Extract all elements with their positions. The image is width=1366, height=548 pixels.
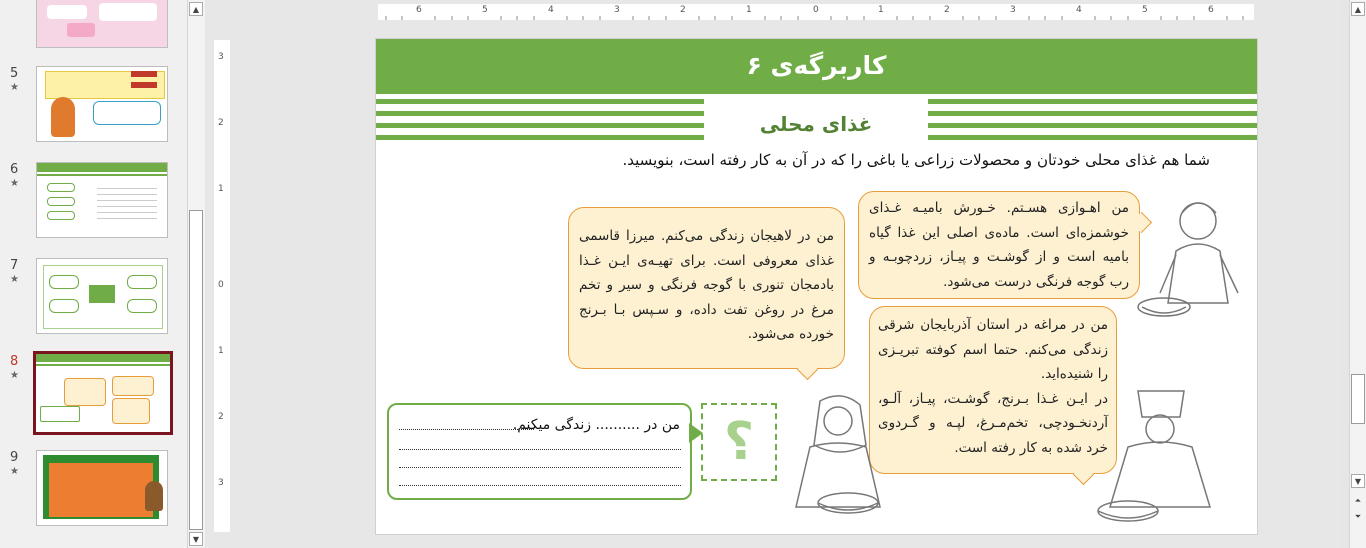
question-box[interactable] <box>701 403 777 481</box>
slide-canvas[interactable] <box>375 38 1258 535</box>
decor-stripe <box>376 123 704 128</box>
thumbnail-row-9 <box>0 450 190 530</box>
scroll-up-arrow-icon[interactable]: ▲ <box>189 2 203 16</box>
ruler-label: 6 <box>416 5 422 15</box>
slide-number: 7 <box>10 258 19 273</box>
bubble-text: من اهـوازی هسـتم. خـورش بامیـه غـذای خوشمزه‌ای است. ماده‌ی اصلی این غذا گیاه بامیه است و از گوشـت و پیـاز، زردچوبـه و رب گوجه فرنگی درست می‌شود. <box>869 200 1129 290</box>
slide-subtitle[interactable]: غذای محلی <box>759 112 873 136</box>
ruler-label: 1 <box>218 346 224 356</box>
decor-stripe <box>928 99 1257 104</box>
slide-number: 6 <box>10 162 19 177</box>
slide-scroll-thumb[interactable] <box>1351 374 1365 424</box>
ruler-label: 5 <box>482 5 488 15</box>
man-in-hat-illustration <box>1088 383 1238 533</box>
answer-blank-line[interactable] <box>399 449 681 450</box>
decor-stripe <box>928 135 1257 140</box>
ruler-label: 6 <box>1208 5 1214 15</box>
slide-number: 9 <box>10 450 19 465</box>
bubble-text: من در مراغه در استان آذربایجان شرقی زندگی می‌کنم. حتما اسم کوفته تبریـزی را شنیده‌اید. <box>878 317 1108 383</box>
decor-stripe <box>376 135 704 140</box>
bubble-text: در ایـن غـذا بـرنج، گوشـت، پیـاز، آلـو، آردنخـودچی، تخم‌مـرغ، لپـه و گـردوی خرد شده به کار رفته است. <box>878 390 1108 456</box>
slide-thumbnail-6[interactable] <box>36 162 168 238</box>
scroll-up-arrow-icon[interactable]: ▲ <box>1351 2 1365 16</box>
thumbnail-scrollbar[interactable] <box>187 0 205 548</box>
slide-number: 5 <box>10 66 19 81</box>
slide-thumbnail-5[interactable] <box>36 66 168 142</box>
ruler-label: 1 <box>218 184 224 194</box>
decor-stripe <box>376 111 704 116</box>
speech-bubble-lahijan[interactable] <box>568 207 845 369</box>
decor-stripe <box>376 99 704 104</box>
ruler-label: 4 <box>548 5 554 15</box>
slide-thumbnail-4[interactable] <box>36 0 168 48</box>
thumbnail-row-5 <box>0 66 190 146</box>
instruction-text[interactable]: شما هم غذای محلی خودتان و محصولات زراعی یا باغی را که در آن به کار رفته است، بنویسید. <box>622 151 1210 169</box>
answer-box-pointer <box>689 423 703 443</box>
next-slide-icon[interactable]: ⏷ <box>1354 512 1362 521</box>
girl-with-dish-illustration <box>780 391 910 531</box>
slide-title[interactable]: کاربرگه‌ی ۶ <box>376 39 1257 94</box>
slide-thumbnail-7[interactable] <box>36 258 168 334</box>
thumbnail-row-6 <box>0 162 190 242</box>
thumbnail-row-7 <box>0 258 190 338</box>
slide-thumbnail-pane <box>0 0 205 548</box>
ruler-label: 3 <box>614 5 620 15</box>
speech-bubble-ahvaz[interactable] <box>858 191 1140 299</box>
ruler-label: 2 <box>218 412 224 422</box>
animation-star-icon: ★ <box>10 274 19 285</box>
slide-thumbnail-9[interactable] <box>36 450 168 526</box>
ruler-label: 3 <box>1010 5 1016 15</box>
ruler-label: 0 <box>218 280 224 290</box>
ruler-label: 2 <box>680 5 686 15</box>
answer-box[interactable] <box>387 403 692 500</box>
bubble-text: من در لاهیجان زندگی می‌کنم. میرزا قاسمی غذای معروفی است. برای تهیـه‌ی ایـن غـذا بادمجان تنوری با گوجه فرنگی و سیر و تخم مرغ در روغن تفت داده، و سـپس بـا بـرنج خورده می‌شود. <box>579 228 834 343</box>
animation-star-icon: ★ <box>10 370 19 381</box>
thumbnail-scroll-thumb[interactable] <box>189 210 203 530</box>
ruler-label: 5 <box>1142 5 1148 15</box>
ruler-label: 1 <box>746 5 752 15</box>
answer-prompt: من در .......... زندگی میکنم. <box>512 417 680 433</box>
ruler-label: 2 <box>218 118 224 128</box>
slide-number: 8 <box>10 354 19 369</box>
scroll-down-arrow-icon[interactable]: ▼ <box>1351 474 1365 488</box>
ruler-label: 4 <box>1076 5 1082 15</box>
ruler-label: 3 <box>218 478 224 488</box>
horizontal-ruler[interactable] <box>378 4 1254 20</box>
ruler-label: 2 <box>944 5 950 15</box>
answer-blank-line[interactable] <box>399 467 681 468</box>
boy-with-bowl-illustration <box>1136 191 1254 331</box>
animation-star-icon: ★ <box>10 178 19 189</box>
decor-stripe <box>928 111 1257 116</box>
answer-blank-line[interactable] <box>399 429 534 430</box>
slide-scrollbar[interactable] <box>1349 0 1366 548</box>
previous-slide-icon[interactable]: ⏶ <box>1354 496 1362 505</box>
question-mark-icon: ؟ <box>723 412 755 472</box>
ruler-label: 1 <box>878 5 884 15</box>
ruler-label: 3 <box>218 52 224 62</box>
animation-star-icon: ★ <box>10 82 19 93</box>
thumbnail-row-8 <box>0 354 190 434</box>
ruler-label: 0 <box>813 5 819 15</box>
animation-star-icon: ★ <box>10 466 19 477</box>
slide-thumbnail-8-selected[interactable] <box>33 351 173 435</box>
answer-blank-line[interactable] <box>399 485 681 486</box>
vertical-ruler[interactable] <box>214 40 230 532</box>
decor-stripe <box>928 123 1257 128</box>
scroll-down-arrow-icon[interactable]: ▼ <box>189 532 203 546</box>
